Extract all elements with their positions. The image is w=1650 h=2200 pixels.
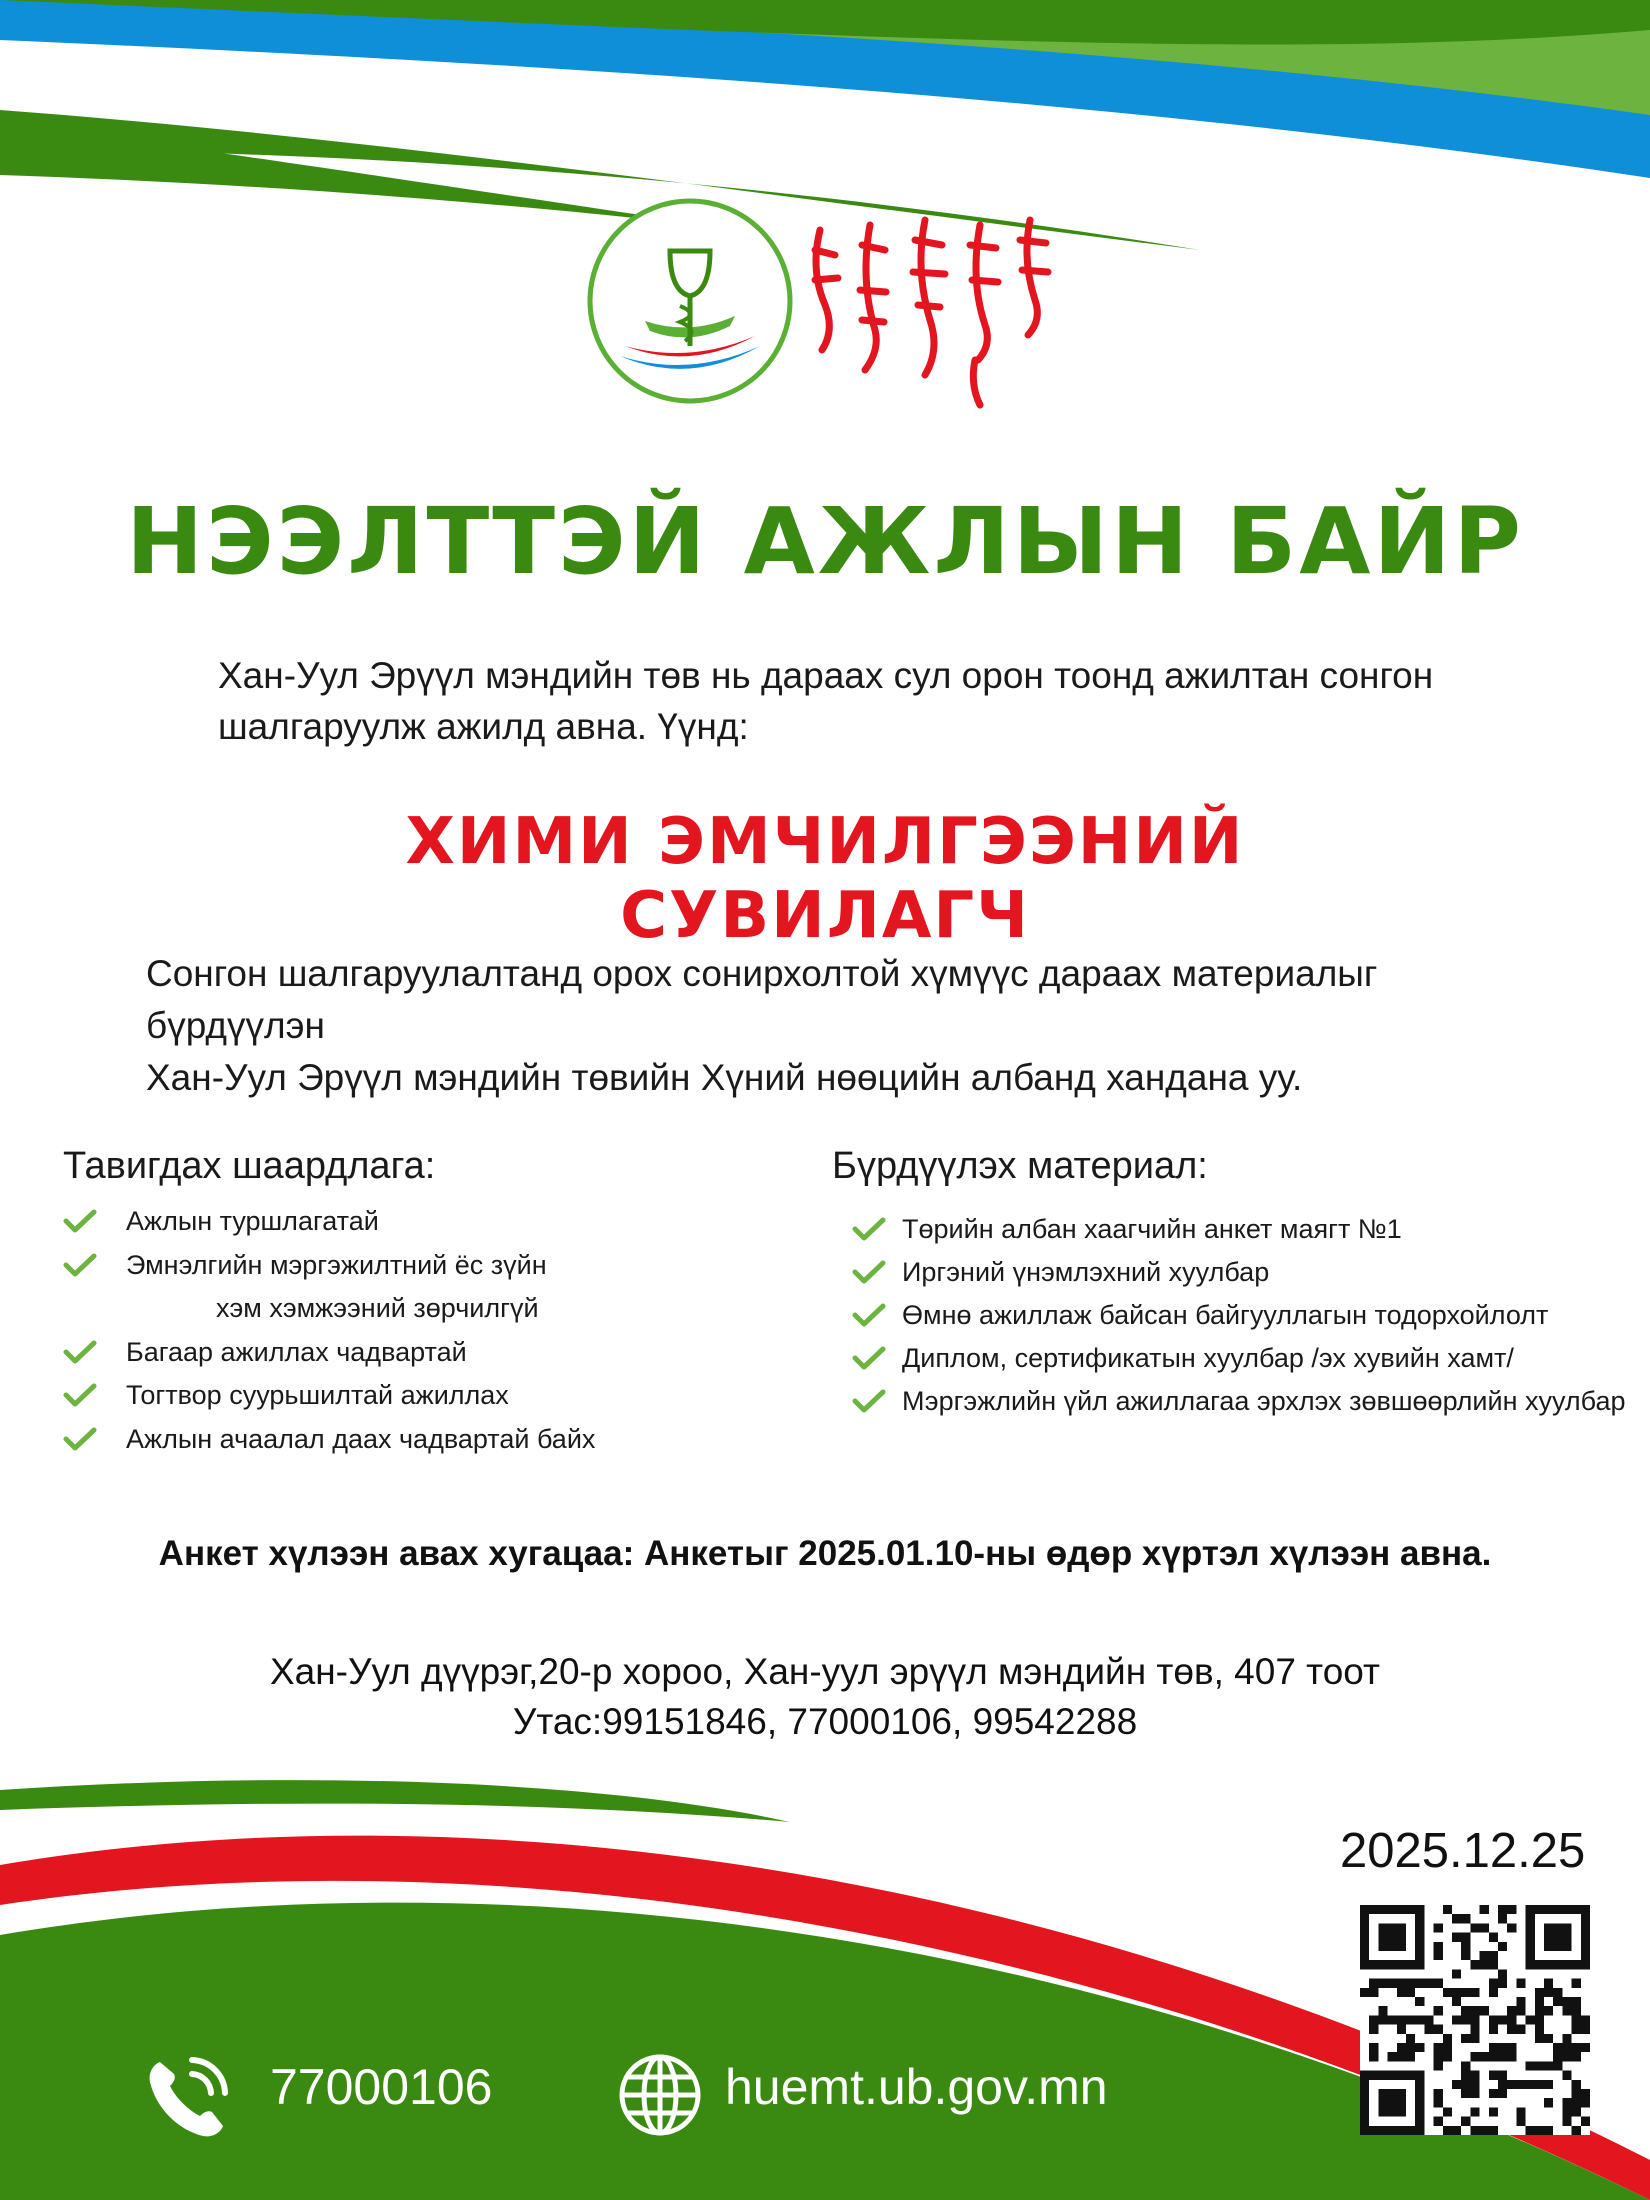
- address-block: [0, 1647, 1650, 1747]
- list-item-label: Тогтвор суурьшилтай ажиллах: [126, 1380, 509, 1410]
- globe-icon: [615, 2050, 705, 2140]
- list-item: [852, 1208, 1626, 1251]
- check-icon: [852, 1345, 886, 1371]
- page-title: НЭЭЛТТЭЙ АЖЛЫН БАЙР: [126, 488, 1524, 595]
- materials-title: Бүрдүүлэх материал:: [832, 1145, 1208, 1187]
- list-item: [63, 1374, 595, 1418]
- apply-line: Сонгон шалгаруулалтанд орох сонирхолтой хүмүүс дараах материалыг бүрдүүлэн: [146, 953, 1378, 1046]
- requirements-title: Тавигдах шаардлага:: [63, 1145, 436, 1187]
- list-item-label: Багаар ажиллах чадвартай: [126, 1336, 467, 1367]
- list-item: [63, 1244, 595, 1331]
- list-item: [852, 1337, 1626, 1380]
- medical-emblem-icon: [585, 196, 795, 406]
- list-item: [852, 1294, 1626, 1337]
- list-item: [852, 1251, 1626, 1294]
- check-icon: [852, 1259, 886, 1285]
- qr-code[interactable]: [1360, 1905, 1590, 2135]
- check-icon: [852, 1388, 886, 1414]
- check-icon: [63, 1426, 97, 1452]
- list-item-label: Ажлын ачаалал даах чадвартай байх: [126, 1423, 596, 1454]
- position-title: ХИМИ ЭМЧИЛГЭЭНИЙ СУВИЛАГЧ: [405, 805, 1245, 953]
- list-item-continuation: хэм хэмжээний зөрчилгүй: [216, 1293, 539, 1323]
- post-date: 2025.12.25: [1340, 1824, 1586, 1878]
- list-item: [63, 1200, 595, 1244]
- requirements-list: [63, 1200, 595, 1461]
- address-line: Хан-Уул дүүрэг,20-р хороо, Хан-уул эрүүл мэндийн төв, 407 тоот: [269, 1651, 1381, 1692]
- check-icon: [63, 1382, 97, 1408]
- deadline-text: Анкет хүлээн авах хугацаа: Анкетыг 2025.01.10-ны өдөр хүртэл хүлээн авна.: [158, 1534, 1492, 1573]
- list-item-label: Төрийн албан хаагчийн анкет маягт №1: [902, 1214, 1402, 1244]
- check-icon: [852, 1216, 886, 1242]
- apply-line: Хан-Уул Эрүүл мэндийн төвийн Хүний нөөцийн албанд хандана уу.: [146, 1057, 1303, 1098]
- list-item-label: Эмнэлгийн мэргэжилтний ёс зүйн: [126, 1249, 547, 1280]
- list-item-label: Мэргэжлийн үйл ажиллагаа эрхлэх зөвшөөрлийн хуулбар: [902, 1386, 1626, 1416]
- intro-line: шалгаруулж ажилд авна. Үүнд:: [218, 706, 749, 747]
- check-icon: [63, 1208, 97, 1234]
- list-item: [63, 1418, 595, 1462]
- list-item: [852, 1380, 1626, 1423]
- check-icon: [852, 1302, 886, 1328]
- footer-phone[interactable]: 77000106: [270, 2059, 493, 2115]
- list-item-label: Диплом, сертификатын хуулбар /эх хувийн хамт/: [902, 1343, 1514, 1373]
- organization-logo: [585, 196, 795, 406]
- intro-text: [218, 650, 1458, 752]
- materials-list: [852, 1208, 1626, 1423]
- mongolian-script-logo: [800, 210, 1070, 410]
- list-item-label: Ажлын туршлагатай: [126, 1206, 379, 1236]
- intro-line: Хан-Уул Эрүүл мэндийн төв нь дараах сул орон тоонд ажилтан сонгон: [218, 655, 1434, 696]
- phone-numbers: Утас:99151846, 77000106, 99542288: [512, 1701, 1138, 1742]
- list-item: [63, 1331, 595, 1375]
- check-icon: [63, 1339, 97, 1365]
- apply-instructions: [146, 948, 1546, 1104]
- list-item-label: Иргэний үнэмлэхний хуулбар: [902, 1257, 1270, 1287]
- check-icon: [63, 1252, 97, 1278]
- phone-icon: [140, 2050, 235, 2145]
- list-item-label: Өмнө ажиллаж байсан байгууллагын тодорхойлолт: [902, 1300, 1549, 1330]
- footer-website-link[interactable]: huemt.ub.gov.mn: [725, 2059, 1108, 2115]
